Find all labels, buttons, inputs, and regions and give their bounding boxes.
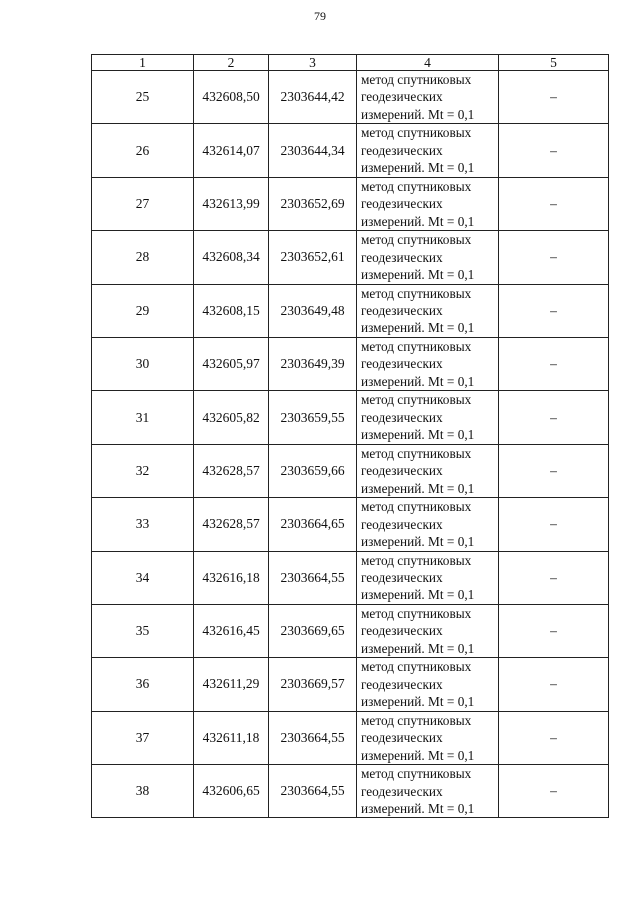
point-number-cell: 31 [92, 391, 194, 444]
method-cell: метод спутниковых геодезических измерений. Mt = 0,1 [357, 711, 499, 764]
note-cell: – [499, 177, 609, 230]
y-coordinate-cell: 2303652,69 [269, 177, 357, 230]
x-coordinate-cell: 432628,57 [194, 498, 269, 551]
method-cell: метод спутниковых геодезических измерений. Mt = 0,1 [357, 337, 499, 390]
x-coordinate-cell: 432616,18 [194, 551, 269, 604]
x-coordinate-cell: 432628,57 [194, 444, 269, 497]
method-cell: метод спутниковых геодезических измерений. Mt = 0,1 [357, 498, 499, 551]
method-cell: метод спутниковых геодезических измерений. Mt = 0,1 [357, 124, 499, 177]
table-row [92, 71, 609, 124]
y-coordinate-cell: 2303659,66 [269, 444, 357, 497]
x-coordinate-cell: 432611,18 [194, 711, 269, 764]
method-cell: метод спутниковых геодезических измерений. Mt = 0,1 [357, 177, 499, 230]
point-number-cell: 26 [92, 124, 194, 177]
point-number-cell: 35 [92, 604, 194, 657]
y-coordinate-cell: 2303669,57 [269, 658, 357, 711]
x-coordinate-cell: 432605,82 [194, 391, 269, 444]
table-row [92, 124, 609, 177]
method-cell: метод спутниковых геодезических измерений. Mt = 0,1 [357, 658, 499, 711]
point-number-cell: 29 [92, 284, 194, 337]
point-number-cell: 28 [92, 231, 194, 284]
column-header-5: 5 [499, 55, 609, 71]
point-number-cell: 25 [92, 71, 194, 124]
point-number-cell: 37 [92, 711, 194, 764]
note-cell: – [499, 765, 609, 818]
note-cell: – [499, 551, 609, 604]
x-coordinate-cell: 432608,34 [194, 231, 269, 284]
x-coordinate-cell: 432616,45 [194, 604, 269, 657]
note-cell: – [499, 658, 609, 711]
method-cell: метод спутниковых геодезических измерений. Mt = 0,1 [357, 604, 499, 657]
x-coordinate-cell: 432608,50 [194, 71, 269, 124]
x-coordinate-cell: 432613,99 [194, 177, 269, 230]
note-cell: – [499, 444, 609, 497]
table-row [92, 337, 609, 390]
y-coordinate-cell: 2303664,55 [269, 711, 357, 764]
note-cell: – [499, 284, 609, 337]
point-number-cell: 33 [92, 498, 194, 551]
table-row [92, 177, 609, 230]
table-row [92, 284, 609, 337]
page-number: 79 [314, 9, 326, 23]
method-cell: метод спутниковых геодезических измерений. Mt = 0,1 [357, 765, 499, 818]
column-header-1: 1 [92, 55, 194, 71]
x-coordinate-cell: 432614,07 [194, 124, 269, 177]
y-coordinate-cell: 2303649,39 [269, 337, 357, 390]
note-cell: – [499, 124, 609, 177]
y-coordinate-cell: 2303664,55 [269, 551, 357, 604]
column-header-4: 4 [357, 55, 499, 71]
point-number-cell: 36 [92, 658, 194, 711]
table-row [92, 391, 609, 444]
note-cell: – [499, 231, 609, 284]
x-coordinate-cell: 432611,29 [194, 658, 269, 711]
table-row [92, 711, 609, 764]
table-row [92, 444, 609, 497]
y-coordinate-cell: 2303644,34 [269, 124, 357, 177]
point-number-cell: 38 [92, 765, 194, 818]
method-cell: метод спутниковых геодезических измерений. Mt = 0,1 [357, 551, 499, 604]
method-cell: метод спутниковых геодезических измерений. Mt = 0,1 [357, 284, 499, 337]
table-row [92, 231, 609, 284]
y-coordinate-cell: 2303669,65 [269, 604, 357, 657]
table-header-row [92, 55, 609, 71]
y-coordinate-cell: 2303659,55 [269, 391, 357, 444]
note-cell: – [499, 498, 609, 551]
point-number-cell: 32 [92, 444, 194, 497]
note-cell: – [499, 71, 609, 124]
x-coordinate-cell: 432605,97 [194, 337, 269, 390]
x-coordinate-cell: 432608,15 [194, 284, 269, 337]
point-number-cell: 34 [92, 551, 194, 604]
column-header-3: 3 [269, 55, 357, 71]
column-header-2: 2 [194, 55, 269, 71]
table-row [92, 765, 609, 818]
point-number-cell: 30 [92, 337, 194, 390]
table-row [92, 658, 609, 711]
y-coordinate-cell: 2303644,42 [269, 71, 357, 124]
coordinates-table [91, 54, 609, 818]
method-cell: метод спутниковых геодезических измерений. Mt = 0,1 [357, 231, 499, 284]
table-row [92, 498, 609, 551]
y-coordinate-cell: 2303664,55 [269, 765, 357, 818]
method-cell: метод спутниковых геодезических измерений. Mt = 0,1 [357, 444, 499, 497]
table-row [92, 604, 609, 657]
y-coordinate-cell: 2303652,61 [269, 231, 357, 284]
table-row [92, 551, 609, 604]
point-number-cell: 27 [92, 177, 194, 230]
note-cell: – [499, 711, 609, 764]
note-cell: – [499, 337, 609, 390]
method-cell: метод спутниковых геодезических измерений. Mt = 0,1 [357, 71, 499, 124]
note-cell: – [499, 604, 609, 657]
note-cell: – [499, 391, 609, 444]
y-coordinate-cell: 2303664,65 [269, 498, 357, 551]
x-coordinate-cell: 432606,65 [194, 765, 269, 818]
y-coordinate-cell: 2303649,48 [269, 284, 357, 337]
method-cell: метод спутниковых геодезических измерений. Mt = 0,1 [357, 391, 499, 444]
